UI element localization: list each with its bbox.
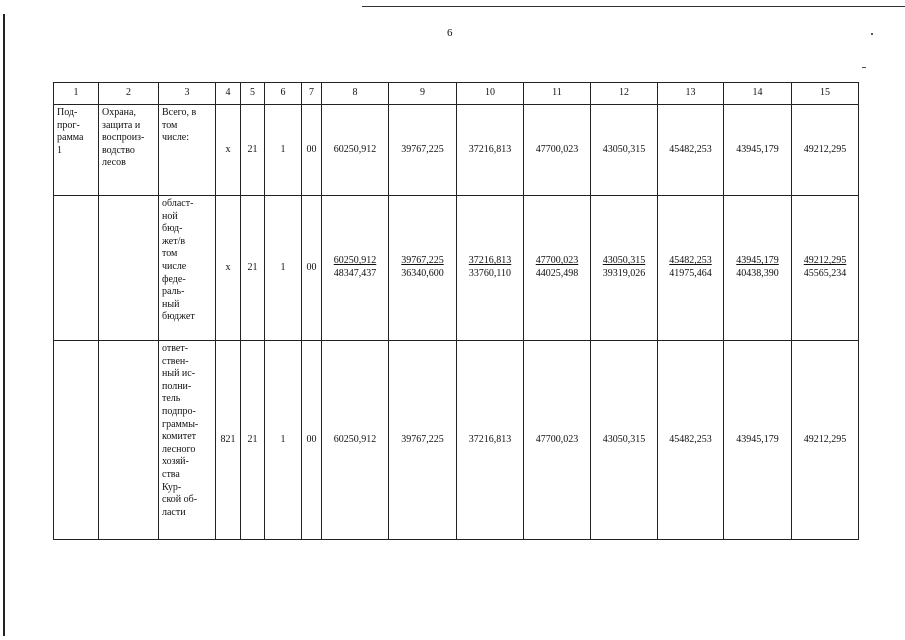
code-cell: 1	[265, 341, 302, 540]
code-cell: 00	[302, 341, 322, 540]
table-row-executor	[54, 341, 859, 540]
code-cell: х	[216, 196, 241, 341]
table-row-total	[54, 105, 859, 196]
subprogram-cell	[54, 196, 99, 341]
value-cell: 45482,253	[658, 105, 724, 196]
header-cell: 2	[99, 83, 159, 105]
header-cell: 7	[302, 83, 322, 105]
header-cell: 5	[241, 83, 265, 105]
regional-value: 45482,253	[669, 255, 712, 267]
header-cell: 6	[265, 83, 302, 105]
top-rule	[362, 6, 905, 7]
value-cell	[792, 196, 859, 341]
header-cell: 14	[724, 83, 792, 105]
value-cell: 45482,253	[658, 341, 724, 540]
header-cell: 11	[524, 83, 591, 105]
scan-speck	[862, 67, 866, 68]
header-cell: 15	[792, 83, 859, 105]
page-number: 6	[447, 27, 453, 39]
header-cell: 3	[159, 83, 216, 105]
header-cell: 8	[322, 83, 389, 105]
table-row-regional-budget	[54, 196, 859, 341]
value-cell: 60250,912	[322, 341, 389, 540]
value-cell	[524, 196, 591, 341]
value-cell: 37216,813	[457, 105, 524, 196]
value-cell	[457, 196, 524, 341]
header-cell: 1	[54, 83, 99, 105]
regional-value: 43945,179	[736, 255, 779, 267]
value-cell: 49212,295	[792, 105, 859, 196]
source-cell: Всего, в том числе:	[159, 105, 216, 196]
value-cell: 43050,315	[591, 341, 658, 540]
subprogram-name-cell: Охрана, защита и воспроиз- водство лесов	[99, 105, 159, 196]
code-cell: 21	[241, 341, 265, 540]
header-row	[54, 83, 859, 105]
source-cell: област- ной бюд- жет/в том числе феде- раль- ный бюджет	[159, 196, 216, 341]
federal-value: 40438,390	[736, 268, 779, 279]
value-cell: 49212,295	[792, 341, 859, 540]
value-cell	[389, 196, 457, 341]
code-cell: 21	[241, 105, 265, 196]
subprogram-cell	[54, 341, 99, 540]
scan-speck	[871, 33, 873, 35]
value-cell	[658, 196, 724, 341]
code-cell: х	[216, 105, 241, 196]
value-cell: 43945,179	[724, 341, 792, 540]
federal-value: 36340,600	[401, 268, 444, 279]
value-cell: 37216,813	[457, 341, 524, 540]
source-cell: ответ- ствен- ный ис- полни- тель подпро- граммы- комитет лесного хозяй- ства Кур- ской об- ласти	[159, 341, 216, 540]
code-cell: 821	[216, 341, 241, 540]
value-cell	[591, 196, 658, 341]
federal-value: 44025,498	[535, 268, 579, 279]
subprogram-name-cell	[99, 196, 159, 341]
left-margin-rule	[3, 14, 5, 636]
subprogram-cell: Под- прог- рамма 1	[54, 105, 99, 196]
value-cell	[322, 196, 389, 341]
federal-value: 39319,026	[602, 268, 646, 279]
header-cell: 13	[658, 83, 724, 105]
regional-value: 49212,295	[803, 255, 847, 267]
code-cell: 21	[241, 196, 265, 341]
value-cell: 39767,225	[389, 105, 457, 196]
code-cell: 00	[302, 196, 322, 341]
regional-value: 37216,813	[468, 255, 512, 267]
value-cell: 60250,912	[322, 105, 389, 196]
regional-value: 47700,023	[535, 255, 579, 267]
header-cell: 10	[457, 83, 524, 105]
value-cell: 47700,023	[524, 341, 591, 540]
subprogram-name-cell	[99, 341, 159, 540]
value-cell	[724, 196, 792, 341]
value-cell: 43050,315	[591, 105, 658, 196]
header-cell: 12	[591, 83, 658, 105]
federal-value: 45565,234	[803, 268, 847, 279]
code-cell: 1	[265, 105, 302, 196]
code-cell: 1	[265, 196, 302, 341]
code-cell: 00	[302, 105, 322, 196]
value-cell: 39767,225	[389, 341, 457, 540]
regional-value: 43050,315	[602, 255, 646, 267]
value-cell: 47700,023	[524, 105, 591, 196]
regional-value: 60250,912	[333, 255, 377, 267]
header-cell: 4	[216, 83, 241, 105]
federal-value: 48347,437	[333, 268, 377, 279]
regional-value: 39767,225	[401, 255, 444, 267]
federal-value: 41975,464	[669, 268, 712, 279]
budget-table	[53, 82, 859, 540]
value-cell: 43945,179	[724, 105, 792, 196]
header-cell: 9	[389, 83, 457, 105]
federal-value: 33760,110	[468, 268, 512, 279]
